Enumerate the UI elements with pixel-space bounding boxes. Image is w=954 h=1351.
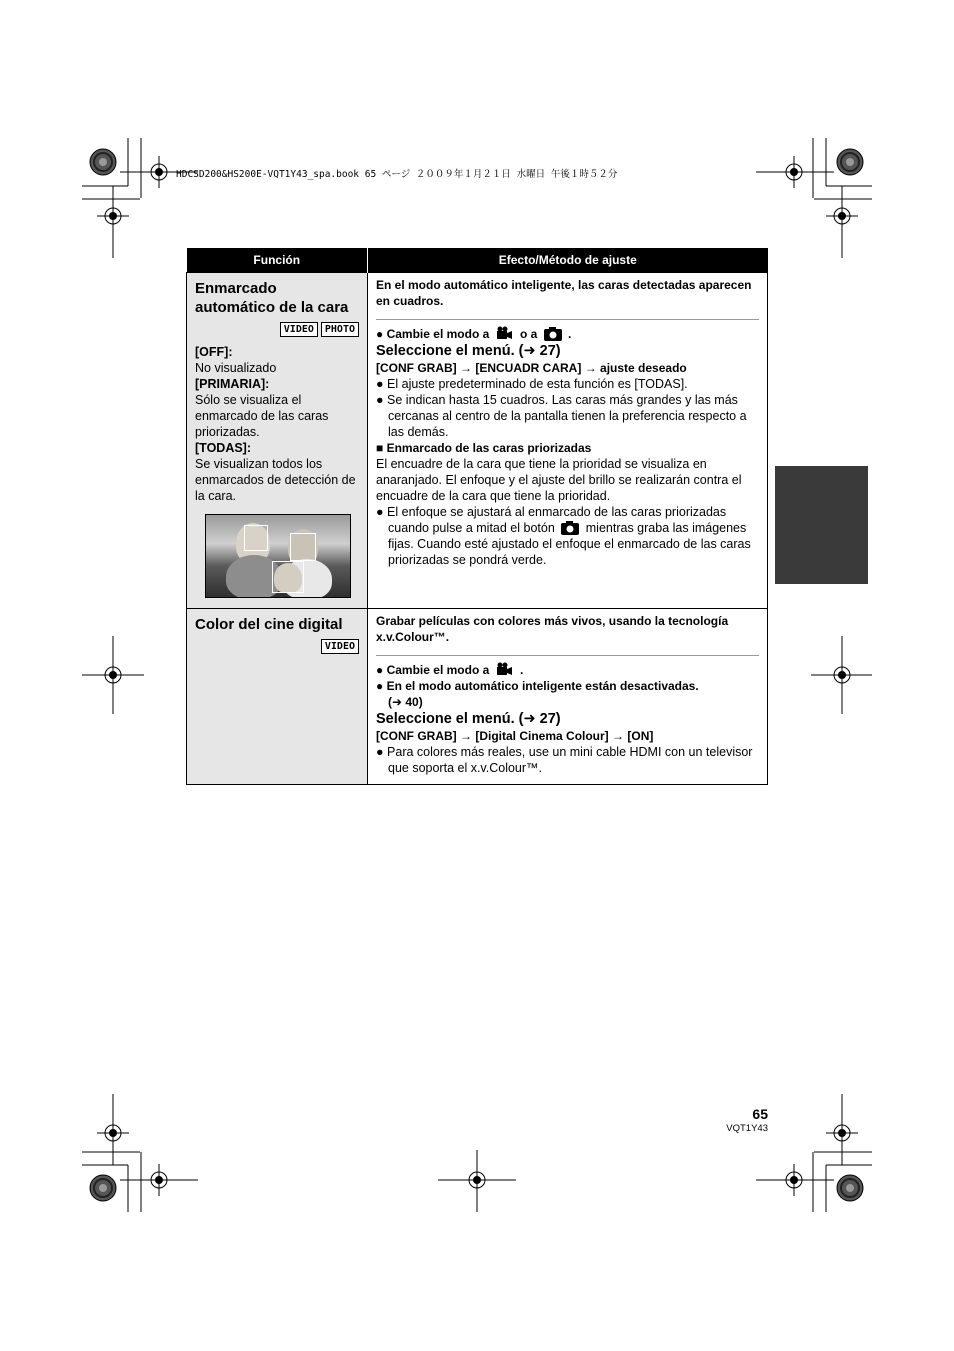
- option-label: [OFF]:: [195, 345, 233, 359]
- menu-instruction: Seleccione el menú. (➜ 27): [376, 343, 561, 359]
- step-line: ● En el modo automático inteligente están desactivadas.: [376, 679, 699, 693]
- section-tab-block: [775, 466, 868, 584]
- function-cell: [187, 273, 368, 609]
- column-header-function: Función: [187, 248, 368, 273]
- divider: [376, 319, 759, 320]
- menu-path: [CONF GRAB] → [Digital Cinema Colour] → [ON]: [376, 729, 654, 743]
- option-description: No visualizado: [195, 361, 277, 375]
- video-camera-icon: [495, 662, 515, 677]
- bullet-item: ● Para colores más reales, use un mini cable HDMI con un televisor que soporta el x.v.Colour™.: [376, 745, 753, 775]
- section-heading: ■ Enmarcado de las caras priorizadas: [376, 441, 592, 455]
- print-header-line: HDCSD200&HS200E-VQT1Y43_spa.book 65 ページ ２００９年１月２１日 水曜日 午後１時５２分: [176, 169, 618, 180]
- step-line: ● Cambie el modo a o a .: [376, 327, 572, 341]
- table-row: [187, 273, 768, 609]
- registration-mark-icon: [90, 1175, 116, 1201]
- option-label: [PRIMARIA]:: [195, 377, 270, 391]
- option-description: Se visualizan todos los enmarcados de detección de la cara.: [195, 457, 356, 503]
- divider: [376, 655, 759, 656]
- function-cell: [187, 609, 368, 785]
- registration-mark-icon: [837, 1175, 863, 1201]
- page-number: 65: [752, 1106, 768, 1122]
- column-header-effect: Efecto/Método de ajuste: [368, 248, 768, 273]
- mode-badges: [195, 637, 359, 654]
- effect-cell: [368, 609, 768, 785]
- video-mode-badge: VIDEO: [321, 639, 359, 654]
- face-frame-icon: [244, 525, 268, 551]
- step-line: ● Cambie el modo a .: [376, 663, 524, 677]
- function-title: Color del cine digital: [195, 616, 343, 633]
- registration-mark-icon: [837, 149, 863, 175]
- document-code: VQT1Y43: [726, 1123, 768, 1134]
- photo-camera-icon: [560, 520, 580, 535]
- menu-instruction: Seleccione el menú. (➜ 27): [376, 711, 561, 727]
- face-detection-photo: [205, 514, 351, 598]
- effect-cell: [368, 273, 768, 609]
- cross-reference: (➜ 40): [388, 695, 423, 709]
- section-text: El encuadre de la cara que tiene la prioridad se visualiza en anaranjado. El enfoque y el ajuste del brillo se realizarán contra el encuadre de la cara que tiene la prioridad.: [376, 457, 742, 503]
- function-intro: En el modo automático inteligente, las caras detectadas aparecen en cuadros.: [376, 278, 752, 308]
- video-mode-badge: VIDEO: [280, 322, 318, 337]
- bullet-item: ● El enfoque se ajustará al enmarcado de las caras priorizadas cuando pulse a mitad el botón mientras graba las imágenes fijas. Cuando esté ajustado el enfoque el enmarcado de las caras priorizadas se pondrá verde.: [376, 505, 751, 567]
- bullet-item: ● Se indican hasta 15 cuadros. Las caras más grandes y las más cercanas al centro de la pantalla tienen la preferencia respecto a las demás.: [376, 393, 747, 439]
- settings-table: [186, 248, 768, 785]
- face-frame-icon: [272, 561, 304, 593]
- function-intro: Grabar películas con colores más vivos, usando la tecnología x.v.Colour™.: [376, 614, 729, 644]
- face-frame-icon: [290, 533, 316, 561]
- option-description: Sólo se visualiza el enmarcado de las caras priorizadas.: [195, 393, 329, 439]
- video-camera-icon: [495, 326, 515, 341]
- photo-mode-badge: PHOTO: [321, 322, 359, 337]
- table-row: [187, 609, 768, 785]
- function-title: Enmarcado automático de la cara: [195, 280, 349, 316]
- photo-camera-icon: [543, 326, 563, 341]
- bullet-item: ● El ajuste predeterminado de esta función es [TODAS].: [376, 377, 688, 391]
- option-label: [TODAS]:: [195, 441, 252, 455]
- mode-badges: [195, 320, 359, 337]
- menu-path: [CONF GRAB] → [ENCUADR CARA] → ajuste deseado: [376, 361, 687, 375]
- registration-mark-icon: [90, 149, 116, 175]
